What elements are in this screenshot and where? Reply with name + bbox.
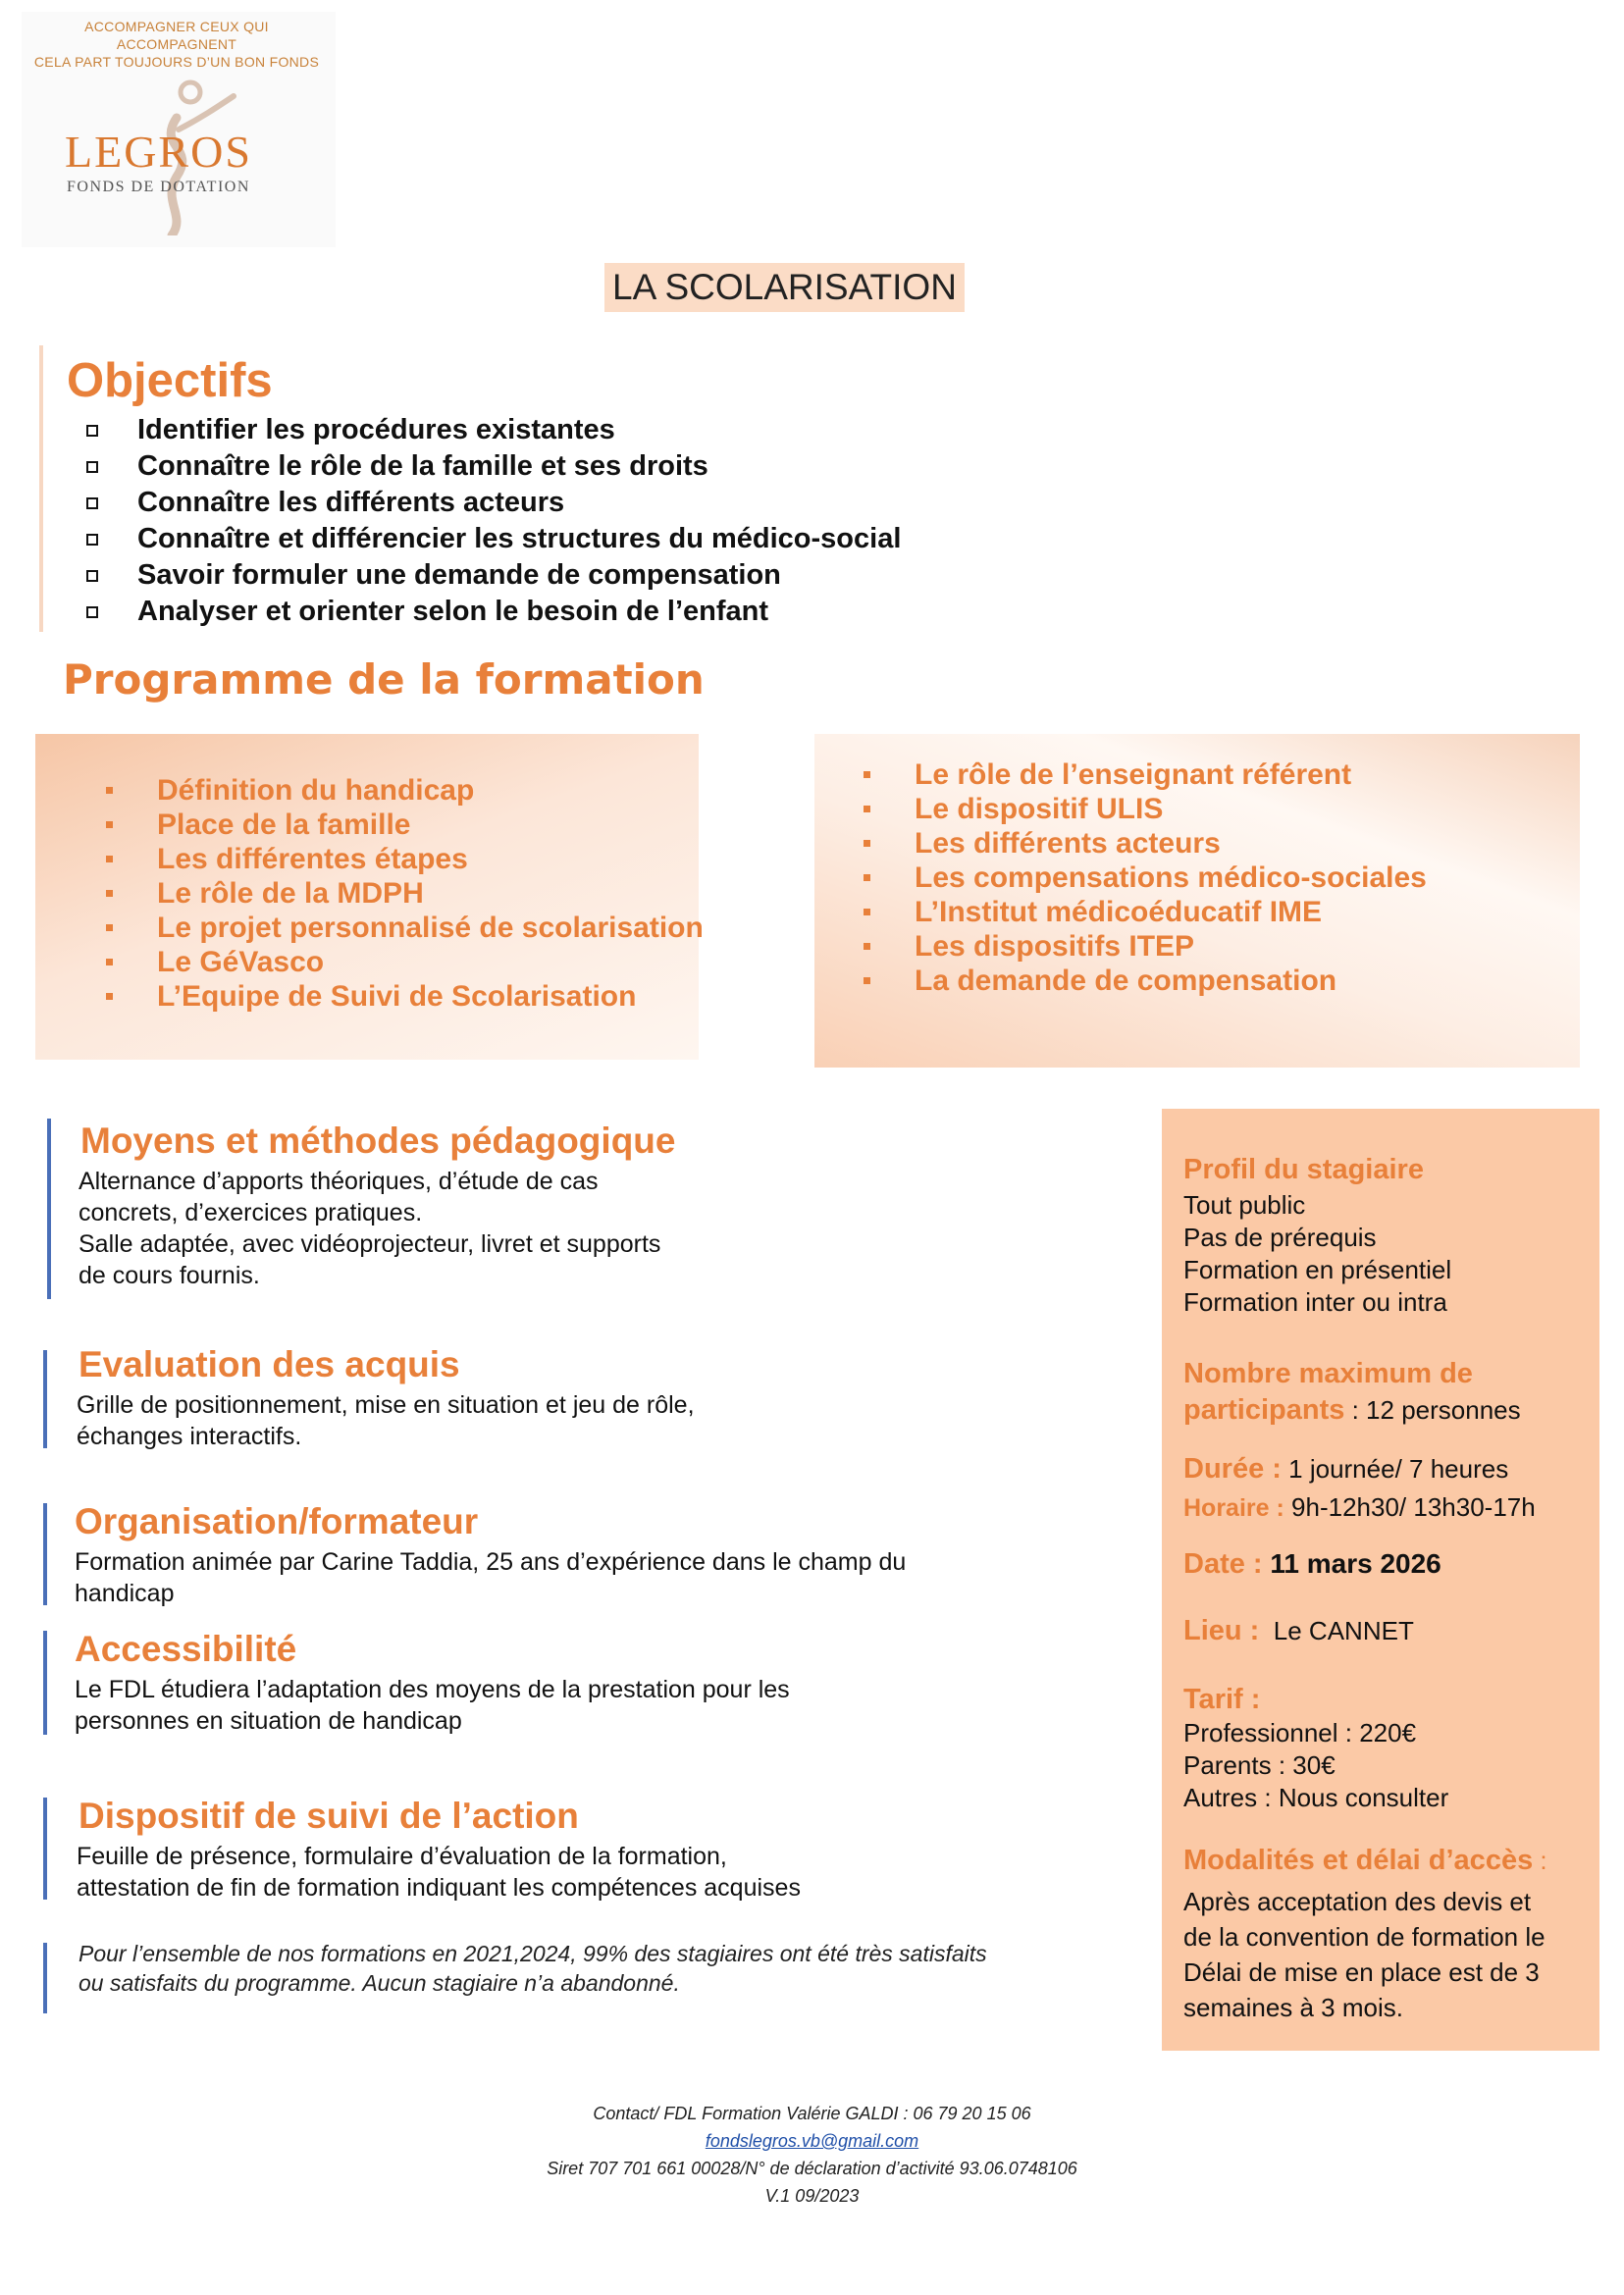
modalites-line: semaines à 3 mois.: [1183, 1993, 1403, 2022]
programme-item: [106, 808, 704, 842]
evaluation-line: Grille de positionnement, mise en situation et jeu de rôle,: [77, 1391, 695, 1419]
programme-left-list: [106, 773, 704, 1014]
bullet-icon: [864, 977, 870, 984]
programme-text: Le rôle de l’enseignant référent: [915, 758, 1352, 791]
programme-item: [106, 979, 704, 1014]
programme-text: Les différentes étapes: [157, 843, 468, 875]
dispositif-text: [77, 1841, 801, 1904]
logo-brand-subtitle: FONDS DE DOTATION: [67, 179, 250, 195]
objectif-text: Connaître les différents acteurs: [137, 487, 565, 518]
objectif-text: Identifier les procédures existantes: [137, 414, 615, 445]
programme-item: [864, 826, 1427, 861]
bullet-icon: [864, 771, 870, 778]
logo-brand: LEGROS: [65, 127, 252, 177]
date-row: [1183, 1548, 1441, 1581]
tagline-line-2: CELA PART TOUJOURS D’UN BON FONDS: [33, 54, 320, 70]
objectif-text: Connaître et différencier les structures du médico-social: [137, 523, 902, 554]
programme-item: [106, 842, 704, 876]
tarif-line: Professionnel : 220€: [1183, 1718, 1417, 1747]
bullet-icon: [864, 874, 870, 881]
satisfaction-accent-bar: [43, 1943, 47, 2013]
modalites-line: Après acceptation des devis et: [1183, 1887, 1532, 1916]
bullet-icon: [106, 821, 113, 828]
modalites-lines: [1183, 1884, 1545, 2025]
programme-item: [106, 773, 704, 808]
programme-heading: Programme de la formation: [63, 655, 705, 704]
bullet-icon: [106, 959, 113, 965]
programme-item: [864, 757, 1427, 792]
objectifs-list: [86, 412, 901, 630]
programme-text: Le dispositif ULIS: [915, 793, 1164, 825]
profil-heading: Profil du stagiaire: [1183, 1154, 1424, 1185]
footer: [0, 2100, 1624, 2210]
moyens-line: Alternance d’apports théoriques, d’étude de cas: [79, 1168, 599, 1195]
footer-email-link[interactable]: fondslegros.vb@gmail.com: [705, 2131, 919, 2151]
organisation-accent-bar: [43, 1503, 47, 1605]
objectif-item: [86, 594, 901, 630]
bullet-icon: [106, 856, 113, 862]
bullet-icon: [864, 943, 870, 950]
objectif-item: [86, 412, 901, 448]
programme-text: Les compensations médico-sociales: [915, 861, 1427, 894]
max-participants-value: : 12 personnes: [1344, 1395, 1521, 1425]
programme-text: Le projet personnalisé de scolarisation: [157, 912, 704, 944]
footer-siret: Siret 707 701 661 00028/N° de déclaration d’activité 93.06.0748106: [547, 2159, 1077, 2178]
evaluation-line: échanges interactifs.: [77, 1423, 302, 1450]
accessibilite-accent-bar: [43, 1631, 47, 1735]
lieu-row: [1183, 1615, 1414, 1647]
tarif-line: Parents : 30€: [1183, 1750, 1336, 1780]
bullet-icon: [864, 806, 870, 812]
modalites-colon: :: [1533, 1846, 1547, 1875]
moyens-line: concrets, d’exercices pratiques.: [79, 1199, 423, 1226]
bullet-icon: [864, 909, 870, 915]
page-title: LA SCOLARISATION: [604, 263, 965, 312]
objectif-item: [86, 448, 901, 485]
dispositif-heading: Dispositif de suivi de l’action: [79, 1796, 579, 1836]
organisation-text: [75, 1546, 906, 1609]
profil-line: Pas de prérequis: [1183, 1223, 1377, 1252]
programme-item: [864, 792, 1427, 826]
programme-text: Définition du handicap: [157, 774, 475, 807]
objectif-text: Analyser et orienter selon le besoin de l’enfant: [137, 596, 769, 627]
modalites-line: de la convention de formation le: [1183, 1922, 1545, 1952]
duree-label: Durée :: [1183, 1453, 1282, 1485]
programme-text: L’Equipe de Suivi de Scolarisation: [157, 980, 637, 1013]
satisfaction-line: ou satisfaits du programme. Aucun stagiaire n’a abandonné.: [79, 1970, 680, 1996]
footer-contact: Contact/ FDL Formation Valérie GALDI : 06 79 20 15 06: [593, 2104, 1031, 2123]
accessibilite-text: [75, 1674, 790, 1737]
bullet-icon: [106, 993, 113, 1000]
profil-lines: [1183, 1189, 1451, 1319]
duree-value: 1 journée/ 7 heures: [1281, 1454, 1509, 1484]
evaluation-accent-bar: [43, 1350, 47, 1448]
objectif-text: Savoir formuler une demande de compensation: [137, 559, 781, 591]
profil-line: Tout public: [1183, 1190, 1306, 1220]
moyens-heading: Moyens et méthodes pédagogique: [80, 1121, 676, 1161]
programme-item: [864, 861, 1427, 895]
logo-tagline: [29, 18, 324, 71]
checkbox-icon: [86, 570, 98, 582]
bullet-icon: [106, 890, 113, 897]
accessibilite-heading: Accessibilité: [75, 1629, 297, 1669]
max-participants-label-2: participants: [1183, 1394, 1345, 1426]
moyens-line: de cours fournis.: [79, 1262, 260, 1289]
evaluation-heading: Evaluation des acquis: [79, 1344, 460, 1384]
date-label: Date :: [1183, 1548, 1263, 1580]
horaire-label: Horaire :: [1183, 1494, 1284, 1522]
tarif-line: Autres : Nous consulter: [1183, 1783, 1449, 1812]
dispositif-accent-bar: [43, 1798, 47, 1900]
satisfaction-note: [79, 1939, 987, 1998]
programme-item: [106, 876, 704, 911]
max-participants-label-1: Nombre maximum de: [1183, 1358, 1473, 1389]
checkbox-icon: [86, 534, 98, 546]
modalites-heading: Modalités et délai d’accès: [1183, 1845, 1534, 1876]
objectif-item: [86, 521, 901, 557]
organisation-line: Formation animée par Carine Taddia, 25 ans d’expérience dans le champ du: [75, 1548, 907, 1576]
programme-text: Place de la famille: [157, 808, 411, 841]
programme-text: Les différents acteurs: [915, 827, 1221, 860]
footer-version: V.1 09/2023: [764, 2186, 860, 2206]
tagline-line-1: ACCOMPAGNER CEUX QUI ACCOMPAGNENT: [84, 19, 269, 52]
programme-right-list: [864, 757, 1427, 998]
profil-line: Formation en présentiel: [1183, 1255, 1452, 1284]
programme-item: [864, 929, 1427, 964]
bullet-icon: [864, 840, 870, 847]
horaire-value: 9h-12h30/ 13h30-17h: [1283, 1492, 1536, 1522]
date-value: 11 mars 2026: [1262, 1548, 1441, 1579]
accessibilite-line: Le FDL étudiera l’adaptation des moyens de la prestation pour les: [75, 1676, 790, 1703]
moyens-line: Salle adaptée, avec vidéoprojecteur, livret et supports: [79, 1230, 661, 1258]
objectif-item: [86, 485, 901, 521]
dispositif-line: attestation de fin de formation indiquant les compétences acquises: [77, 1874, 801, 1902]
programme-text: L’Institut médicoéducatif IME: [915, 896, 1323, 928]
objectif-text: Connaître le rôle de la famille et ses droits: [137, 450, 708, 482]
objectifs-accent-bar: [39, 345, 43, 632]
tarif-heading: Tarif :: [1183, 1684, 1261, 1715]
max-participants: [1183, 1356, 1521, 1433]
dispositif-line: Feuille de présence, formulaire d’évaluation de la formation,: [77, 1843, 727, 1870]
tarif-lines: [1183, 1717, 1448, 1814]
bullet-icon: [106, 787, 113, 794]
moyens-text: [79, 1166, 660, 1291]
programme-item: [864, 964, 1427, 998]
programme-text: Le GéVasco: [157, 946, 325, 978]
checkbox-icon: [86, 497, 98, 509]
programme-text: Le rôle de la MDPH: [157, 877, 424, 910]
programme-item: [864, 895, 1427, 929]
lieu-label: Lieu :: [1183, 1615, 1260, 1646]
objectifs-heading: Objectifs: [67, 354, 273, 407]
lieu-value: Le CANNET: [1259, 1616, 1414, 1645]
objectif-item: [86, 557, 901, 594]
organisation-line: handicap: [75, 1580, 175, 1607]
satisfaction-line: Pour l’ensemble de nos formations en 2021,2024, 99% des stagiaires ont été très satisfaits: [79, 1941, 987, 1966]
modalites-heading-row: [1183, 1845, 1547, 1877]
duree-horaire: [1183, 1452, 1536, 1529]
checkbox-icon: [86, 461, 98, 473]
checkbox-icon: [86, 606, 98, 618]
bullet-icon: [106, 924, 113, 931]
modalites-line: Délai de mise en place est de 3: [1183, 1957, 1540, 1987]
programme-text: Les dispositifs ITEP: [915, 930, 1195, 963]
moyens-accent-bar: [47, 1119, 51, 1299]
programme-item: [106, 945, 704, 979]
organisation-heading: Organisation/formateur: [75, 1501, 479, 1541]
profil-line: Formation inter ou intra: [1183, 1287, 1447, 1317]
evaluation-text: [77, 1389, 695, 1452]
checkbox-icon: [86, 425, 98, 437]
programme-text: La demande de compensation: [915, 965, 1337, 997]
accessibilite-line: personnes en situation de handicap: [75, 1707, 462, 1735]
programme-item: [106, 911, 704, 945]
